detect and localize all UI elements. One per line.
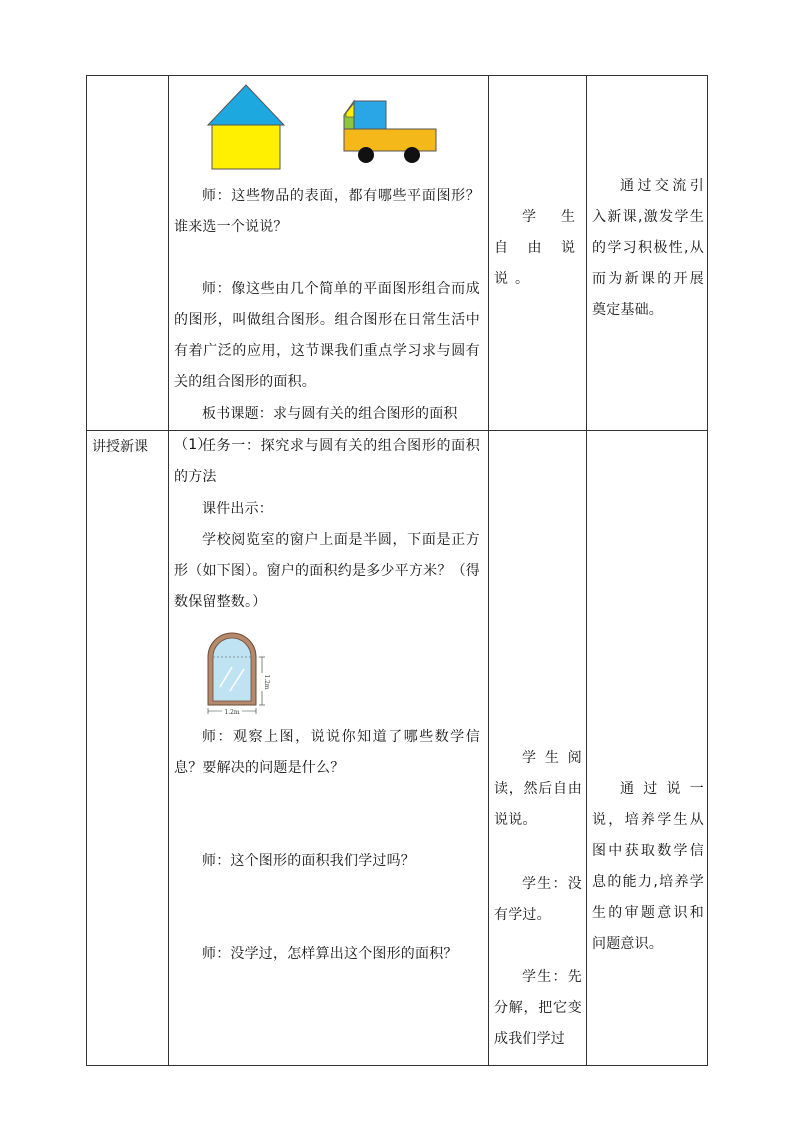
teacher-explanation: 师：像这些由几个简单的平面图形组合而成的图形，叫做组合图形。组合图形在日常生活中有着广泛的应用，这节课我们重点学习求与圆有关的组合图形的面积。	[174, 281, 480, 390]
teacher-question-4: 师：没学过，怎样算出这个图形的面积？	[202, 946, 458, 962]
house-body	[212, 125, 280, 169]
section-label: 讲授新课	[92, 439, 148, 455]
teacher-question-2: 师：观察上图，说说你知道了哪些数学信息？要解决的问题是什么？	[174, 729, 480, 776]
student-activity-2: 学生阅读，然后自由说说。	[494, 750, 582, 828]
window-problem: 学校阅览室的窗户上面是半圆，下面是正方形（如下图）。窗户的面积约是多少平方米？（得数保留整数。）	[174, 532, 480, 610]
design-intent-2: 通过说一说，培养学生从图中获取数学信息的能力,培养学生的审题意识和问题意识。	[592, 781, 704, 952]
teacher-question-1: 师：这些物品的表面，都有哪些平面图形？谁来选一个说说？	[174, 188, 480, 235]
table-border-bottom	[86, 1065, 708, 1066]
truck-body	[344, 129, 436, 151]
truck-wheel-rear	[404, 147, 420, 163]
board-title: 板书课题：求与圆有关的组合图形的面积（1）	[174, 406, 458, 453]
house-roof	[208, 85, 284, 125]
student-activity-1: 学生自由说说。	[494, 209, 582, 287]
arch-window-diagram	[202, 627, 272, 717]
window-width-label: 1.2m	[224, 709, 240, 716]
courseware-show: 课件出示：	[202, 501, 273, 517]
col-divider-2	[488, 75, 489, 1066]
student-answer-1: 学生：没有学过。	[494, 876, 582, 923]
window-height-label: 1.2m	[263, 674, 270, 690]
teacher-question-3: 师：这个图形的面积我们学过吗？	[202, 853, 415, 869]
student-answer-2: 学生：先分解，把它变成我们学过	[494, 969, 582, 1047]
lesson-plan-table	[86, 75, 708, 1066]
table-border-top	[86, 75, 708, 76]
design-intent-1: 通过交流引入新课,激发学生的学习积极性,从而为新课的开展奠定基础。	[592, 178, 704, 318]
window-glass	[213, 638, 251, 701]
house-illustration	[206, 83, 286, 171]
col-border-right	[707, 75, 708, 1066]
col-divider-3	[586, 75, 587, 1066]
col-border-left	[86, 75, 87, 1066]
col-divider-1	[168, 75, 169, 1066]
truck-illustration	[342, 97, 438, 169]
truck-cab	[354, 101, 386, 129]
truck-wheel-front	[358, 147, 374, 163]
task-one: 任务一：探究求与圆有关的组合图形的面积的方法	[174, 438, 480, 485]
